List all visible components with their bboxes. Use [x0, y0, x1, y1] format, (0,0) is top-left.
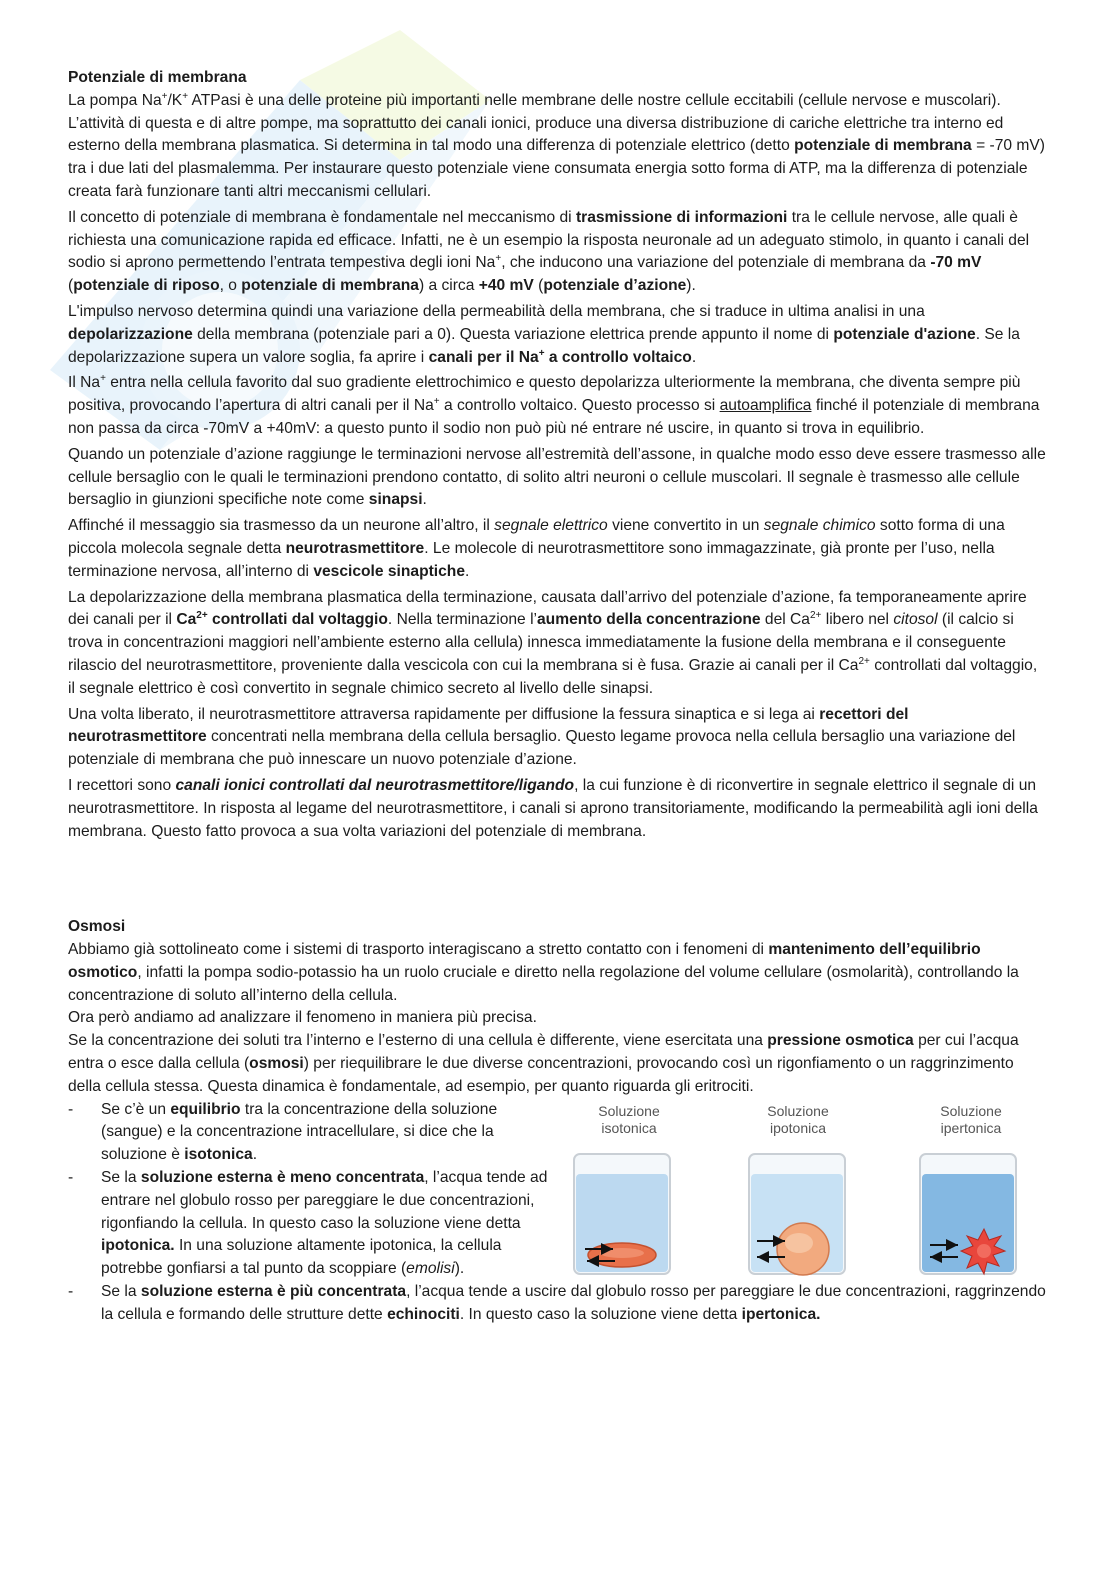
- list-item: - Se c’è un equilibrio tra la concentrazione della soluzione (sangue) e la concentrazione intracellulare, si dice che la soluzione è isotonica.: [68, 1100, 498, 1164]
- bullet-list: [68, 1099, 1048, 1327]
- paragraph: Se la concentrazione dei soluti tra l’interno e l’esterno di una cellula è differente, viene esercitata una pressione osmotica per cui l’acqua entra o esce dalla cellula (osmosi) per riequilibrare le due diverse concentrazioni, provocando così un rigonfiamento o un raggrinzimento della cellula stessa. Questa dinamica è fondamentale, ad esempio, per quanto riguarda gli eritrociti.: [68, 1032, 1019, 1095]
- beaker-isotonic: [574, 1154, 670, 1274]
- beaker-hypertonic: [920, 1154, 1016, 1274]
- paragraph: L'impulso nervoso determina quindi una variazione della permeabilità della membrana, che si traduce in ultima analisi in una depolarizzazione della membrana (potenziale pari a 0). Questa variazione elettrica prende appunto il nome di potenziale d'azione. Se la depolarizzazione supera un valore soglia, fa aprire i canali per il Na+ a controllo voltaico.: [68, 302, 1020, 366]
- paragraph: La depolarizzazione della membrana plasmatica della terminazione, causata dall’arrivo del potenziale d’azione, fa temporaneamente aprire dei canali per il $Ca^{2+}$ controllati dal voltaggio. Nella terminazione l’aumento della concentrazione del $Ca^{2+}$ libero nel citosol (il calcio si trova in concentrazioni maggiori nell’ambiente esterno alla cellula) innesca immediatamente la fusione della membrana e il conseguente rilascio del neurotrasmettitore, proveniente dalla vescicola con cui la membrana si è fusa. Grazie ai canali per il $Ca^{2+}$ controllati dal voltaggio, il segnale elettrico è così convertito in segnale chimico secreto al livello delle sinapsi.: [68, 588, 1038, 697]
- paragraph: Una volta liberato, il neurotrasmettitore attraversa rapidamente per diffusione la fessura sinaptica e si lega ai recettori del neurotrasmettitore concentrati nella membrana della cellula bersaglio. Questo legame provoca nella cellula bersaglio una variazione del potenziale di membrana che può innescare un nuovo potenziale d’azione.: [68, 705, 1016, 769]
- list-item: - Se la soluzione esterna è meno concentrata, l’acqua tende ad entrare nel globulo rosso per pareggiare le due concentrazioni, rigonfiando la cellula. In questo caso la soluzione viene detta ipotonica. In una soluzione altamente ipotonica, la cellula potrebbe gonfiarsi a tal punto da scoppiare (emolisi).: [68, 1169, 548, 1278]
- paragraph: La pompa Na+/K+ ATPasi è una delle proteine più importanti nelle membrane delle nostre cellule eccitabili (cellule nervose e muscolari). L’attività di questa e di altre pompe, ma soprattutto dei canali ionici, produce una diversa distribuzione di cariche elettriche tra interno ed esterno della membrana plasmatica. Si determina in tal modo una differenza di potenziale elettrico (detto potenziale di membrana = -70 mV) tra i due lati del plasmalemma. Per instaurare questo potenziale viene consumata energia sotto forma di ATP, ma la differenza di potenziale creata farà funzionare tanti altri meccanismi cellulari.: [68, 90, 1045, 200]
- list-item: - Se la soluzione esterna è più concentrata, l’acqua tende a uscire dal globulo rosso per pareggiare le due concentrazioni, raggrinzendo la cellula e formando delle strutture dette echinociti. In questo caso la soluzione viene detta ipertonica.: [68, 1283, 1046, 1323]
- paragraph: Affinché il messaggio sia trasmesso da un neurone all’altro, il segnale elettrico viene convertito in un segnale chimico sotto forma di una piccola molecola segnale detta neurotrasmettitore. Le molecole di neurotrasmettitore sono immagazzinate, già pronte per l’uso, nella terminazione nervosa, all’interno di vescicole sinaptiche.: [68, 517, 1005, 580]
- figure-label-isotonic: Soluzione isotonica: [598, 1102, 660, 1136]
- paragraph: Quando un potenziale d’azione raggiunge le terminazioni nervose all’estremità dell’assone, in qualche modo esso deve essere trasmesso alle cellule bersaglio con le quali le terminazioni prendono contatto, di solito altri neuroni o cellule muscolari. Il segnale è trasmesso alle cellule bersaglio in giunzioni specifiche note come sinapsi.: [68, 445, 1046, 509]
- document-body: [68, 67, 1048, 1327]
- beaker-hypotonic: [749, 1154, 845, 1275]
- paragraph: Ora però andiamo ad analizzare il fenomeno in maniera più precisa.: [68, 1009, 537, 1027]
- paragraph: Il Na+ entra nella cellula favorito dal suo gradiente elettrochimico e questo depolarizza ulteriormente la membrana, che diventa sempre più positiva, provocando l’apertura di altri canali per il Na+ a controllo voltaico. Questo processo si autoamplifica finché il potenziale di membrana non passa da circa -70mV a +40mV: a questo punto il sodio non può più né entrare né uscire, in quanto si trova in equilibrio.: [68, 373, 1040, 437]
- paragraph: I recettori sono canali ionici controllati dal neurotrasmettitore/ligando, la cui funzione è di riconvertire in segnale elettrico il segnale di un neurotrasmettitore. In risposta al legame del neurotrasmettitore, i canali si aprono transitoriamente, modificando la permeabilità agli ioni della membrana. Questo fatto provoca a sua volta variazioni del potenziale di membrana.: [68, 776, 1038, 840]
- figure-label-hypertonic: Soluzione ipertonica: [940, 1102, 1002, 1136]
- paragraph: Il concetto di potenziale di membrana è fondamentale nel meccanismo di trasmissione di informazioni tra le cellule nervose, alle quali è richiesta una comunicazione rapida ed efficace. Infatti, ne è un esempio la risposta neuronale ad un adeguato stimolo, in quanto i canali del sodio si aprono permettendo l’entrata tempestiva degli ioni Na+, che inducono una variazione del potenziale di membrana da -70 mV (potenziale di riposo, o potenziale di membrana) a circa +40 mV (potenziale d’azione).: [68, 208, 1030, 295]
- section-title-osmosis: Osmosi: [68, 918, 126, 936]
- figure-label-hypotonic: Soluzione ipotonica: [767, 1102, 829, 1136]
- paragraph: Abbiamo già sottolineato come i sistemi di trasporto interagiscano a stretto contatto con i fenomeni di mantenimento dell’equilibrio osmotico, infatti la pompa sodio-potassio ha un ruolo cruciale e diretto nella regolazione del volume cellulare (osmolarità), controllando la concentrazione di soluto all’interno della cellula.: [68, 941, 1019, 1004]
- section-title-membrane-potential: Potenziale di membrana: [68, 69, 247, 86]
